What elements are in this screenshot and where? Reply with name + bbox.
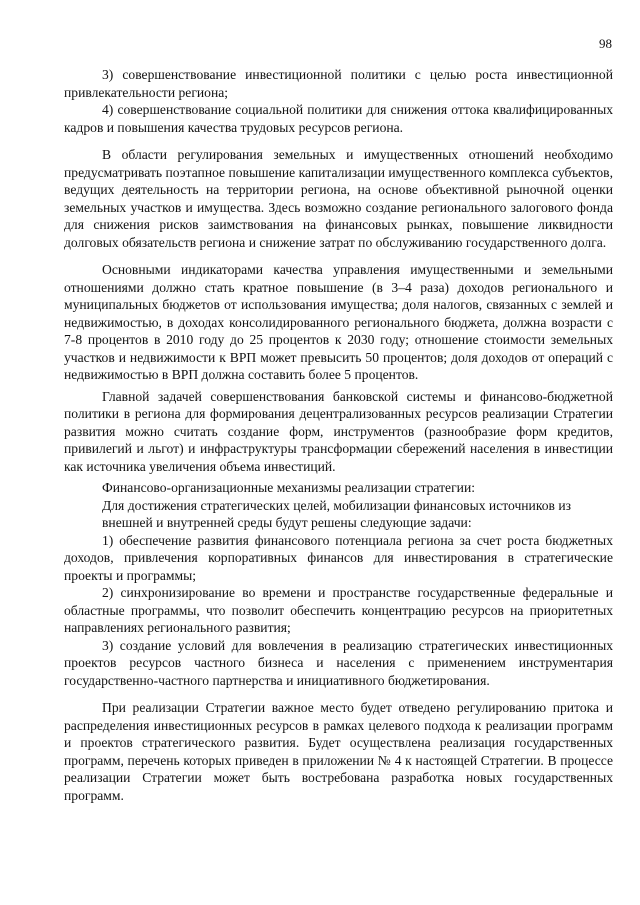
paragraph-indicators: Основными индикаторами качества управления имущественными и земельными отношениями должно стать кратное повышение (в 3–4 раза) доходов регионального и муниципальных бюджетов от использования имущества; доля налогов, связанных с землей и недвижимостью, в доходах консолидированного регионального бюджета, должна возрасти с 7-8 процентов в 2010 году до 25 процентов к 2030 году; отношение стоимости земельных участков и недвижимости к ВРП может превысить 50 процентов; доля доходов от операций с недвижимостью в ВРП должна составить более 5 процентов. (64, 262, 613, 382)
page-number: 98 (599, 36, 612, 51)
list-item-2: 2) синхронизирование во времени и пространстве государственные федеральные и областные программы, что позволит обеспечить концентрацию ресурсов на приоритетных направлениях регионального развития; (64, 585, 613, 635)
paragraph-banking-system: Главной задачей совершенствования банковской системы и финансово-бюджетной политики в региона для формирования децентрализованных ресурсов реализации Стратегии развития можно считать создание форм, инструментов (разнообразие форм кредитов, привилегий и льгот) и инфраструктуры трансформации сбережений населения в инвестиции как источника увеличения объема инвестиций. (64, 388, 613, 474)
document-body (64, 66, 613, 804)
list-item-1: 1) обеспечение развития финансового потенциала региона за счет роста бюджетных доходов, привлечения корпоративных финансов для инвестирования в стратегические проекты и программы; (64, 532, 613, 583)
paragraph-implementation: При реализации Стратегии важное место будет отведено регулированию притока и распределения инвестиционных ресурсов в рамках целевого подхода к реализации программ и проектов стратегического развития. Будет осуществлена реализация государственных программ, перечень которых приведен в приложении № 4 к настоящей Стратегии. В процессе реализации Стратегии может быть востребована разработка новых государственных программ. (64, 700, 613, 803)
paragraph-social-policy: 4) совершенствование социальной политики для снижения оттока квалифицированных кадров и повышения качества трудовых ресурсов региона. (64, 102, 613, 135)
list-item-3: 3) создание условий для вовлечения в реализацию стратегических инвестиционных проектов ресурсов частного бизнеса и населения с применением инструментария государственно-частного партнерства и инициативного бюджетирования. (64, 637, 613, 688)
paragraph-mechanisms-heading: Финансово-организационные механизмы реализации стратегии: (102, 480, 475, 495)
paragraph-land-relations: В области регулирования земельных и имущественных отношений необходимо предусматривать поэтапное повышение капитализации имущественного комплекса субъектов, ведущих деятельность на территории региона, на основе объективной рыночной оценки земельных участков и имущества. Здесь возможно создание регионального залогового фонда для снижения рисков заимствования на финансовых рынках, повышение ликвидности долговых обязательств региона и снижение затрат по обслуживанию государственного долга. (64, 147, 613, 250)
paragraph-investment-policy: 3) совершенствование инвестиционной политики с целью роста инвестиционной привлекательности региона; (64, 67, 613, 100)
paragraph-goals-intro: Для достижения стратегических целей, мобилизации финансовых источников из внешней и внутренней среды будут решены следующие задачи: (102, 497, 572, 530)
